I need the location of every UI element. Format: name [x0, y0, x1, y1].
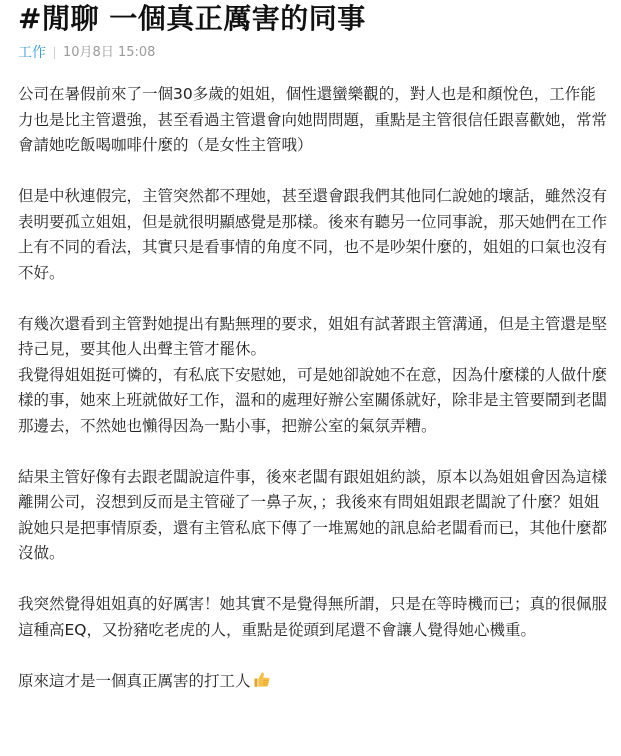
post-date: 10月8日 15:08 — [63, 45, 156, 60]
category-link[interactable]: 工作 — [18, 45, 46, 61]
paragraph-5: 我突然覺得姐姐真的好厲害！她其實不是覺得無所謂，只是在等時機而已；真的很佩服這種高EQ，又扮豬吃老虎的人，重點是從頭到尾還不會讓人覺得她心機重。 — [18, 595, 608, 639]
paragraph-1: 公司在暑假前來了一個30多歲的姐姐，個性還蠻樂觀的，對人也是和顏悅色，工作能力也是比主管還強，甚至看過主管還會向她問問題，重點是主管很信任跟喜歡她，常常會請她吃飯喝咖啡什麼的（是女性主管哦） — [18, 85, 608, 154]
paragraph-gap — [18, 159, 607, 185]
paragraph-gap — [18, 439, 607, 465]
closing-line — [18, 669, 607, 695]
post-title: #閒聊 一個真正厲害的同事 — [18, 2, 366, 35]
meta-divider — [54, 47, 55, 59]
paragraph-4: 結果主管好像有去跟老闆說這件事，後來老闆有跟姐姐約談，原本以為姐姐會因為這樣離開公司，沒想到反而是主管碰了一鼻子灰，；我後來有問姐姐跟老闆說了什麼？姐姐說她只是把事情原委，還有主管私底下傳了一堆罵她的訊息給老闆看而已，其他什麼都沒做。 — [18, 467, 608, 562]
paragraph-2: 但是中秋連假完，主管突然都不理她，甚至還會跟我們其他同仁說她的壞話，雖然沒有表明要孤立姐姐，但是就很明顯感覺是那樣。後來有聽另一位同事說，那天她們在工作上有不同的看法，其實只是看事情的角度不同，也不是吵架什麼的，姐姐的口氣也沒有不好。 — [18, 187, 608, 282]
paragraph-3-line-2: 我覺得姐姐挺可憐的，有私底下安慰她，可是她卻說她不在意，因為什麼樣的人做什麼樣的事，她來上班就做好工作，溫和的處理好辦公室關係就好，除非是主管要鬧到老闆那邊去，不然她也懶得因為一點小事，把辦公室的氣氛弄糟。 — [18, 365, 608, 435]
paragraph-3-line-1: 有幾次還看到主管對她提出有點無理的要求，姐姐有試著跟主管溝通，但是主管還是堅持己見，要其他人出聲主管才罷休。 — [18, 314, 608, 358]
paragraph-gap — [18, 567, 607, 593]
paragraph-gap — [18, 643, 607, 669]
closing-text: 原來這才是一個真正厲害的打工人 — [18, 671, 251, 690]
post-content — [18, 82, 607, 694]
paragraph-gap — [18, 286, 607, 312]
thumbs-up-icon — [253, 671, 271, 689]
post-meta — [18, 42, 607, 64]
